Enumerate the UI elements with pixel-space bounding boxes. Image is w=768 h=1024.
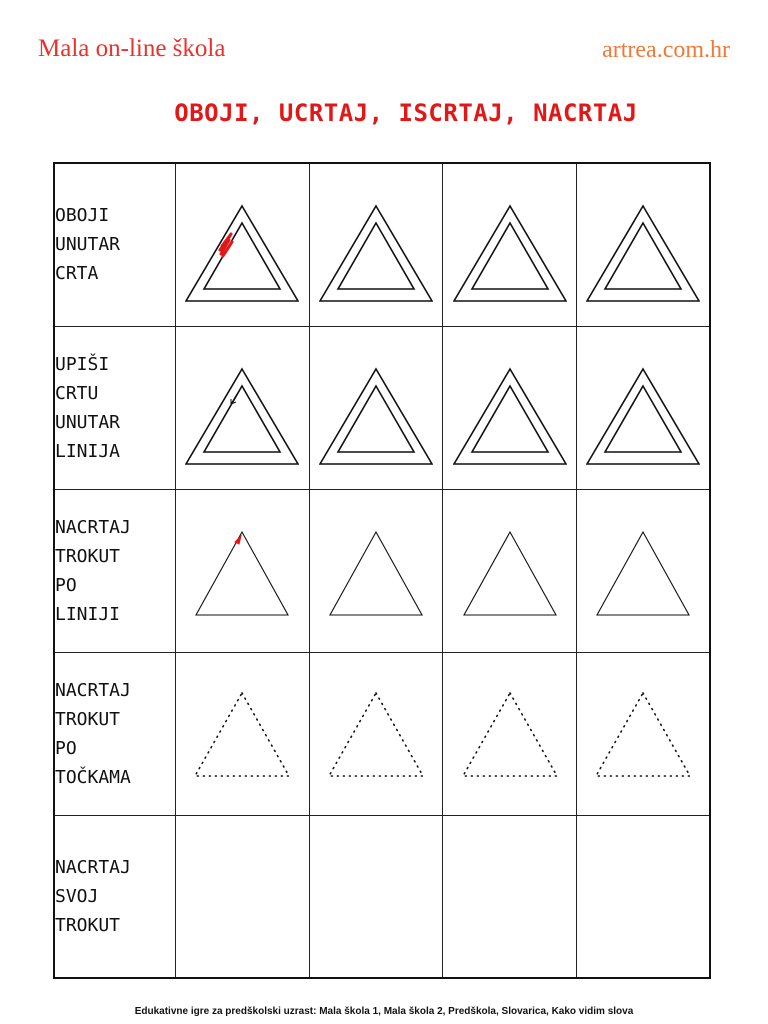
- shape-cell: [576, 326, 710, 489]
- outer-triangle: [587, 206, 699, 301]
- inner-triangle: [204, 386, 280, 452]
- site-url: artrea.com.hr: [602, 37, 730, 63]
- shape-cell: [176, 326, 310, 489]
- shape-cell: [576, 489, 710, 652]
- triangle-figure: [586, 333, 700, 483]
- outer-triangle: [320, 206, 432, 301]
- shape-cell: [176, 489, 310, 652]
- instruction-line: LINIJI: [55, 603, 121, 625]
- shape-cell: [443, 489, 577, 652]
- instruction-line: TROKUT: [55, 708, 121, 730]
- inner-triangle: [338, 386, 414, 452]
- triangle-figure: [319, 333, 433, 483]
- arrow-mark: [231, 394, 237, 404]
- shape-cell: [443, 652, 577, 815]
- shape-cell: [576, 163, 710, 326]
- triangle-figure: [185, 496, 299, 646]
- dotted-triangle: [596, 693, 690, 776]
- worksheet-row: [54, 652, 710, 815]
- shape-cell: [309, 163, 443, 326]
- outer-triangle: [186, 369, 298, 464]
- triangle-figure: [586, 170, 700, 320]
- row-instruction: [54, 489, 176, 652]
- worksheet-grid: [53, 162, 711, 979]
- inner-triangle: [472, 386, 548, 452]
- outer-triangle: [454, 206, 566, 301]
- triangle-figure: [185, 333, 299, 483]
- shape-cell: [443, 163, 577, 326]
- row-instruction: [54, 163, 176, 326]
- red-start-mark: [235, 536, 241, 544]
- instruction-line: CRTA: [55, 263, 99, 285]
- outer-triangle: [454, 369, 566, 464]
- row-instruction: [54, 815, 176, 978]
- inner-triangle: [605, 386, 681, 452]
- line-triangle: [464, 532, 556, 615]
- shape-cell[interactable]: [176, 815, 310, 978]
- worksheet-row: [54, 163, 710, 326]
- row-instruction: [54, 326, 176, 489]
- triangle-figure: [319, 496, 433, 646]
- row-instruction: [54, 652, 176, 815]
- instruction-line: NACRTAJ: [55, 679, 131, 701]
- instruction-line: PO: [55, 737, 77, 759]
- shape-cell: [309, 326, 443, 489]
- dotted-triangle: [195, 693, 289, 776]
- shape-cell[interactable]: [576, 815, 710, 978]
- instruction-line: OBOJI: [55, 205, 110, 227]
- instruction-line: UNUTAR: [55, 411, 121, 433]
- triangle-figure: [586, 659, 700, 809]
- shape-cell: [443, 326, 577, 489]
- instruction-line: SVOJ: [55, 885, 99, 907]
- shape-cell[interactable]: [309, 815, 443, 978]
- shape-cell: [309, 489, 443, 652]
- instruction-line: CRTU: [55, 382, 99, 404]
- shape-cell: [176, 163, 310, 326]
- red-scribble-mark: [220, 234, 232, 256]
- instruction-line: PO: [55, 574, 77, 596]
- shape-cell: [176, 652, 310, 815]
- instruction-line: NACRTAJ: [55, 856, 131, 878]
- dotted-triangle: [329, 693, 423, 776]
- triangle-figure: [185, 170, 299, 320]
- triangle-figure: [185, 659, 299, 809]
- triangle-figure: [319, 659, 433, 809]
- triangle-figure: [453, 170, 567, 320]
- instruction-line: TOČKAMA: [55, 766, 131, 788]
- shape-cell: [576, 652, 710, 815]
- instruction-line: TROKUT: [55, 914, 121, 936]
- worksheet-row: [54, 326, 710, 489]
- triangle-figure: [453, 659, 567, 809]
- shape-cell: [309, 652, 443, 815]
- shape-cell[interactable]: [443, 815, 577, 978]
- outer-triangle: [320, 369, 432, 464]
- instruction-line: NACRTAJ: [55, 516, 131, 538]
- instruction-line: TROKUT: [55, 545, 121, 567]
- triangle-figure: [319, 170, 433, 320]
- line-triangle: [597, 532, 689, 615]
- triangle-figure: [453, 333, 567, 483]
- dotted-triangle: [463, 693, 557, 776]
- brand-name: Mala on-line škola: [38, 35, 226, 62]
- outer-triangle: [587, 369, 699, 464]
- line-triangle: [196, 532, 288, 615]
- line-triangle: [330, 532, 422, 615]
- worksheet-row: [54, 815, 710, 978]
- instruction-line: UPIŠI: [55, 353, 110, 375]
- inner-triangle: [338, 223, 414, 289]
- worksheet-row: [54, 489, 710, 652]
- page-title: OBOJI, UCRTAJ, ISCRTAJ, NACRTAJ: [174, 99, 638, 127]
- triangle-figure: [586, 496, 700, 646]
- inner-triangle: [204, 223, 280, 289]
- instruction-line: UNUTAR: [55, 234, 121, 256]
- inner-triangle: [472, 223, 548, 289]
- triangle-figure: [453, 496, 567, 646]
- outer-triangle: [186, 206, 298, 301]
- instruction-line: LINIJA: [55, 440, 121, 462]
- footer-text: Edukativne igre za predškolski uzrast: Mala škola 1, Mala škola 2, Predškola, Slovarica, Kako vidim slova: [134, 1006, 634, 1017]
- inner-triangle: [605, 223, 681, 289]
